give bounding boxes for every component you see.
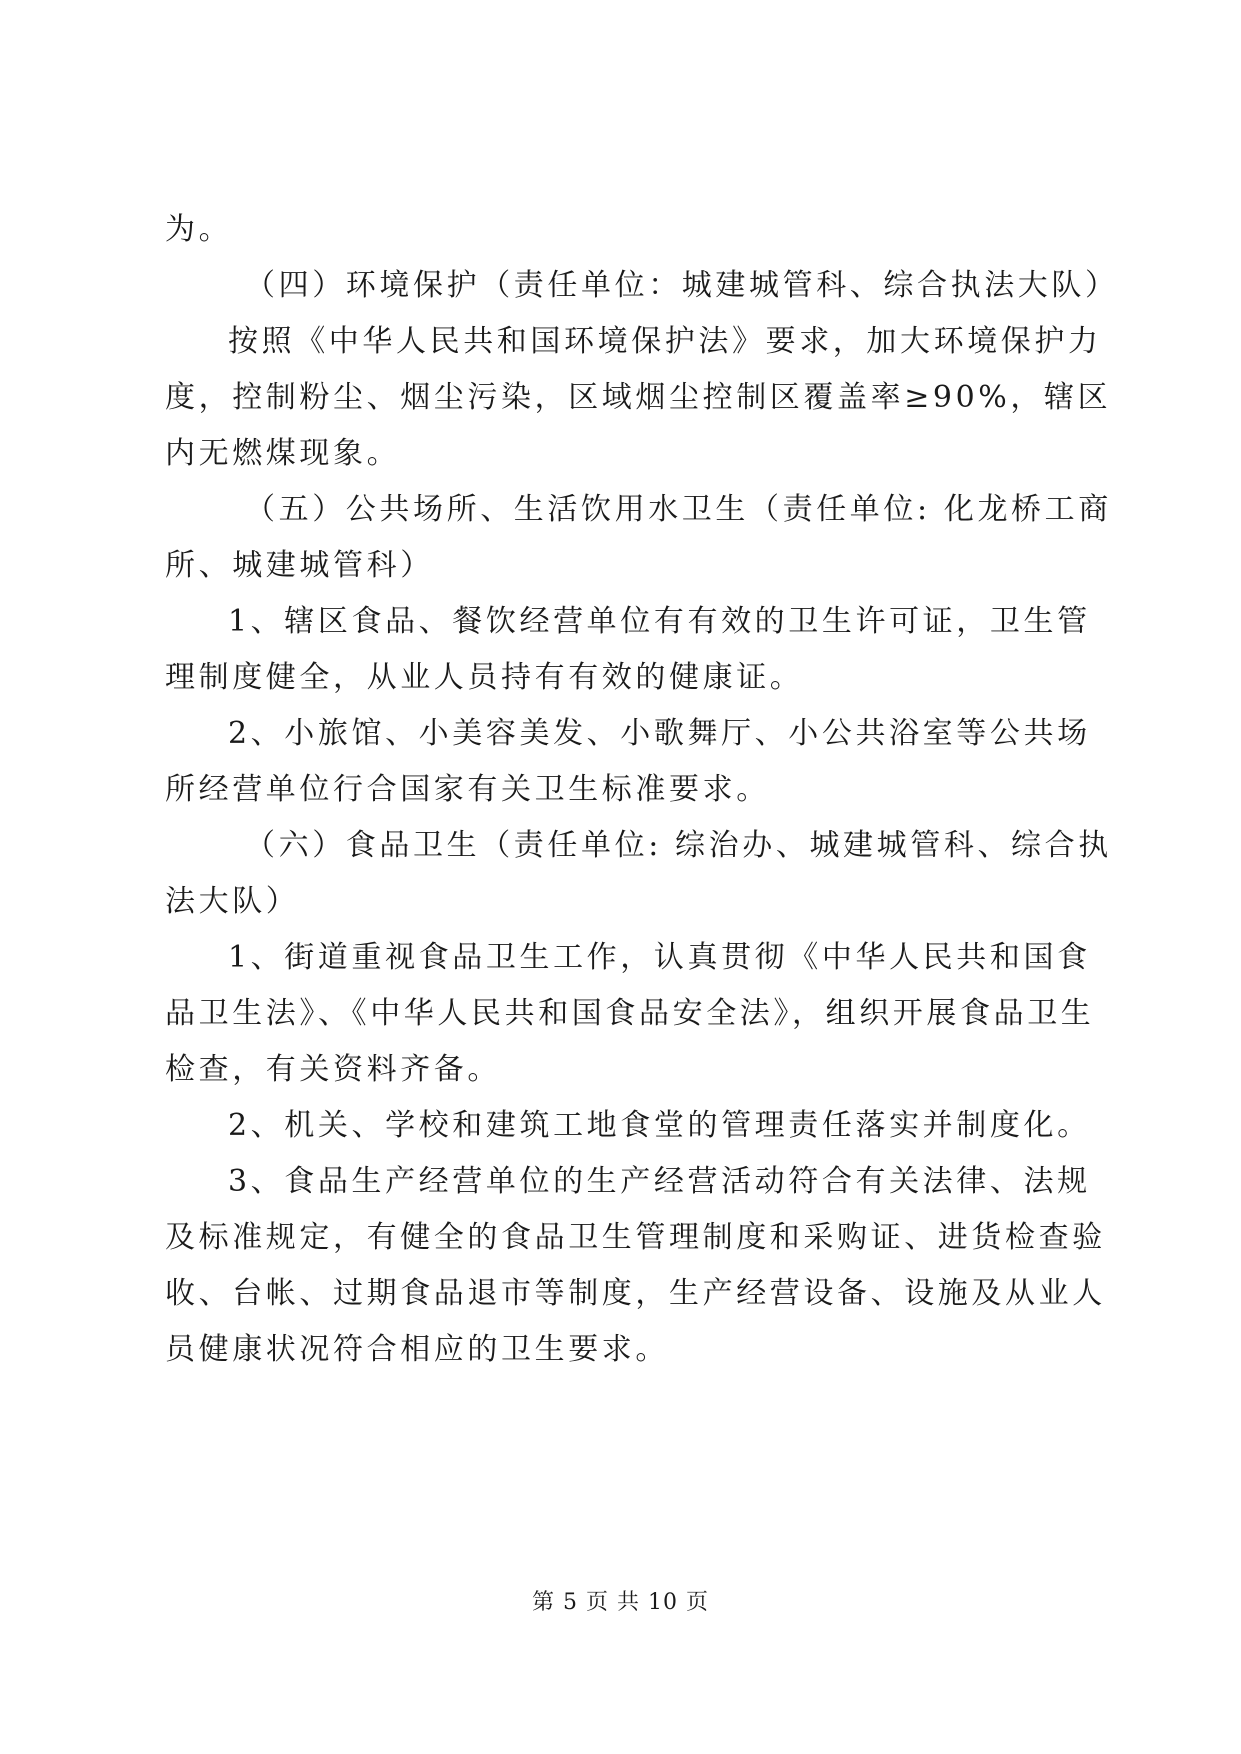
section-heading: （六）食品卫生（责任单位: 综治办、城建城管科、综合执 xyxy=(245,828,1112,863)
text-line: 1、街道重视食品卫生工作，认真贯彻《中华人民共和国食 xyxy=(228,940,1091,975)
section-heading: 法大队） xyxy=(165,884,300,919)
text-line: 收、台帐、过期食品退市等制度，生产经营设备、设施及从业人 xyxy=(165,1276,1106,1311)
text-line: 为。 xyxy=(165,212,233,247)
text-line: 1、辖区食品、餐饮经营单位有有效的卫生许可证，卫生管 xyxy=(228,604,1091,639)
section-heading: （五）公共场所、生活饮用水卫生（责任单位: 化龙桥工商 xyxy=(245,492,1112,527)
text-line: 2、机关、学校和建筑工地食堂的管理责任落实并制度化。 xyxy=(228,1108,1091,1143)
text-line: 度，控制粉尘、烟尘污染，区域烟尘控制区覆盖率≥90%，辖区 xyxy=(165,380,1112,415)
text-line: 检查，有关资料齐备。 xyxy=(165,1052,501,1087)
text-line: 品卫生法》、《中华人民共和国食品安全法》，组织开展食品卫生 xyxy=(165,996,1095,1031)
section-heading: 所、城建城管科） xyxy=(165,548,434,583)
text-line: 2、小旅馆、小美容美发、小歌舞厅、小公共浴室等公共场 xyxy=(228,716,1091,751)
section-heading: （四）环境保护（责任单位：城建城管科、综合执法大队） xyxy=(245,268,1119,303)
text-line: 按照《中华人民共和国环境保护法》要求，加大环境保护力 xyxy=(228,324,1102,359)
text-line: 所经营单位行合国家有关卫生标准要求。 xyxy=(165,772,770,807)
text-line: 内无燃煤现象。 xyxy=(165,436,401,471)
text-line: 员健康状况符合相应的卫生要求。 xyxy=(165,1332,669,1367)
text-line: 3、食品生产经营单位的生产经营活动符合有关法律、法规 xyxy=(228,1164,1091,1199)
text-line: 及标准规定，有健全的食品卫生管理制度和采购证、进货检查验 xyxy=(165,1220,1106,1255)
text-line: 理制度健全，从业人员持有有效的健康证。 xyxy=(165,660,804,695)
page-number: 第 5 页 共 10 页 xyxy=(532,1590,709,1615)
